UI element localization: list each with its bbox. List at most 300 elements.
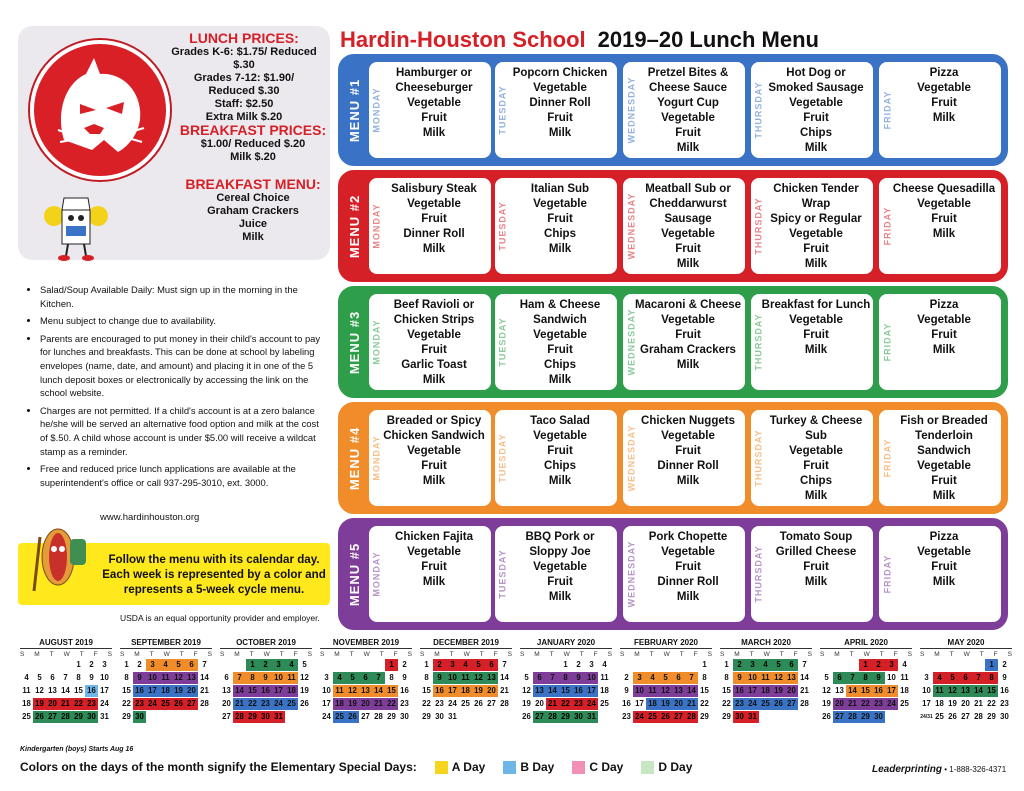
calendar-day: 24 bbox=[146, 698, 159, 710]
menu-items: Fish or Breaded Tenderloin Sandwich Vegetable Fruit Milk bbox=[900, 415, 988, 502]
calendar-day: 4 bbox=[159, 659, 172, 671]
calendar-week bbox=[220, 698, 312, 711]
calendar-day: 4 bbox=[333, 672, 346, 684]
weekday-letter: S bbox=[207, 651, 212, 658]
calendar-day: 15 bbox=[985, 685, 998, 697]
calendar-day: 12 bbox=[346, 685, 359, 697]
calendar-day: 3 bbox=[102, 660, 107, 669]
calendar-day: 8 bbox=[389, 673, 394, 682]
calendar-day: 1 bbox=[985, 659, 998, 671]
calendar-day bbox=[820, 659, 833, 671]
calendar-week bbox=[420, 659, 512, 672]
calendar-day: 29 bbox=[122, 712, 131, 721]
legend-label: C Day bbox=[589, 760, 624, 774]
menu-number: MENU #2 bbox=[347, 194, 363, 258]
menu-year-title: 2019–20 Lunch Menu bbox=[597, 27, 819, 52]
calendar-day bbox=[333, 659, 346, 671]
calendar-day: 21 bbox=[200, 686, 209, 695]
calendar-day: 22 bbox=[122, 699, 131, 708]
breakfast-menu-item: Juice bbox=[238, 218, 268, 230]
menu-items: Beef Ravioli or Chicken Strips Vegetable Fruit Garlic Toast Milk bbox=[393, 299, 475, 386]
calendar-day: 8 bbox=[559, 672, 572, 684]
calendar-day bbox=[885, 711, 898, 723]
calendar-day: 7 bbox=[685, 672, 698, 684]
calendar-day: 27 bbox=[533, 711, 546, 723]
month-title: SEPTEMBER 2019 bbox=[120, 638, 212, 649]
calendar-day: 3 bbox=[885, 659, 898, 671]
weekday-letter: S bbox=[20, 651, 25, 658]
menu-items: Italian Sub Vegetable Fruit Chips Milk bbox=[530, 183, 590, 255]
weekday-letter: F bbox=[293, 651, 298, 658]
calendar-day: 2 bbox=[624, 673, 629, 682]
calendar-day: 10 bbox=[100, 673, 109, 682]
calendar-day: 17 bbox=[585, 685, 598, 697]
calendar-day: 3 bbox=[924, 673, 929, 682]
month-calendar bbox=[520, 638, 612, 724]
calendar-day: 3 bbox=[633, 672, 646, 684]
calendar-day: 18 bbox=[759, 685, 772, 697]
breakfast-menu-item: Cereal Choice bbox=[216, 192, 290, 204]
weekday-letter: F bbox=[693, 651, 698, 658]
weekday-letter: M bbox=[634, 651, 640, 658]
weekday-letter: W bbox=[363, 651, 370, 658]
note-item: • Salad/Soup Available Daily: Must sign up in the morning in the Kitchen. bbox=[40, 283, 328, 310]
calendar-day: 8 bbox=[724, 673, 729, 682]
menu-items: Cheese Quesadilla Vegetable Fruit Milk bbox=[892, 183, 996, 240]
lunch-price-line: Grades 7-12: $1.90/ Reduced $.30 bbox=[193, 72, 295, 97]
calendar-day: 26 bbox=[33, 711, 46, 723]
weekday-letter: S bbox=[707, 651, 712, 658]
weekday-letter: S bbox=[607, 651, 612, 658]
calendar-day: 2 bbox=[433, 659, 446, 671]
day-label: WEDNESDAY bbox=[626, 308, 636, 376]
calendar-week bbox=[120, 672, 212, 685]
calendar-week bbox=[320, 698, 412, 711]
weekday-letter: T bbox=[379, 651, 384, 658]
calendar-day: 18 bbox=[646, 698, 659, 710]
calendar-day bbox=[620, 659, 633, 671]
calendar-day: 6 bbox=[533, 672, 546, 684]
lunch-prices bbox=[170, 30, 318, 124]
weekday-letter: T bbox=[479, 651, 484, 658]
calendar-day: 14 bbox=[500, 673, 509, 682]
calendar-week bbox=[420, 685, 512, 698]
calendar-week bbox=[420, 698, 512, 711]
calendar-day: 21 bbox=[846, 698, 859, 710]
calendar-week bbox=[820, 711, 912, 724]
calendar-day bbox=[685, 659, 698, 671]
calendar-day: 2 bbox=[259, 659, 272, 671]
calendar-day bbox=[459, 711, 472, 723]
calendar-day: 29 bbox=[559, 711, 572, 723]
calendar-day: 22 bbox=[72, 698, 85, 710]
weekday-letter: M bbox=[734, 651, 740, 658]
calendar-day: 2 bbox=[1002, 660, 1007, 669]
calendar-day: 12 bbox=[659, 685, 672, 697]
calendar-day: 23 bbox=[733, 698, 746, 710]
calendar-day: 21 bbox=[233, 698, 246, 710]
calendar-day: 29 bbox=[987, 712, 996, 721]
calendar-day: 8 bbox=[424, 673, 429, 682]
calendar-day: 19 bbox=[346, 698, 359, 710]
calendar-day: 12 bbox=[522, 686, 531, 695]
calendar-day: 28 bbox=[546, 711, 559, 723]
calendar-day: 13 bbox=[222, 686, 231, 695]
weekday-header bbox=[320, 651, 412, 658]
weekday-letter: T bbox=[849, 651, 854, 658]
calendar-day bbox=[846, 659, 859, 671]
school-name: Hardin-Houston School bbox=[340, 27, 586, 52]
weekday-letter: F bbox=[93, 651, 98, 658]
website-link[interactable]: www.hardinhouston.org bbox=[100, 512, 200, 523]
calendar-day: 11 bbox=[933, 685, 946, 697]
calendar-day: 17 bbox=[146, 685, 159, 697]
calendar-day: 17 bbox=[446, 685, 459, 697]
calendar-day: 31 bbox=[448, 712, 457, 721]
calendar-day: 12 bbox=[35, 686, 44, 695]
legend-label: B Day bbox=[520, 760, 555, 774]
weekday-letter: T bbox=[649, 651, 654, 658]
calendar-day: 28 bbox=[233, 711, 246, 723]
legend-label: D Day bbox=[658, 760, 693, 774]
calendar-day: 25 bbox=[333, 711, 346, 723]
calendar-week bbox=[120, 659, 212, 672]
calendar-day: 13 bbox=[835, 686, 844, 695]
calendar-day: 15 bbox=[74, 686, 83, 695]
calendar-day: 9 bbox=[733, 672, 746, 684]
weekday-letter: S bbox=[820, 651, 825, 658]
calendar-day: 10 bbox=[746, 672, 759, 684]
calendar-day: 16 bbox=[133, 685, 146, 697]
calendar-day: 22 bbox=[246, 698, 259, 710]
calendar-day: 10 bbox=[633, 685, 646, 697]
weekday-letter: S bbox=[620, 651, 625, 658]
calendar-day: 11 bbox=[600, 673, 609, 682]
weekday-letter: T bbox=[679, 651, 684, 658]
menu-items: Pretzel Bites & Cheese Sauce Yogurt Cup Vegetable Fruit Milk bbox=[647, 67, 729, 154]
calendar-day: 19 bbox=[33, 698, 46, 710]
calendar-day: 4 bbox=[759, 659, 772, 671]
menu-cell bbox=[493, 292, 619, 392]
weekday-header bbox=[20, 651, 112, 658]
calendar-day: 30 bbox=[133, 711, 146, 723]
weekday-letter: S bbox=[907, 651, 912, 658]
menu-cell bbox=[877, 60, 1003, 160]
day-label: WEDNESDAY bbox=[626, 540, 636, 608]
menu-cell bbox=[493, 408, 619, 508]
legend-swatch-c bbox=[572, 761, 585, 774]
calendar-day: 5 bbox=[946, 672, 959, 684]
calendar-day bbox=[233, 659, 246, 671]
calendar-day: 7 bbox=[202, 660, 207, 669]
legend-intro: Colors on the days of the month signify the Elementary Special Days: bbox=[20, 760, 417, 774]
calendar-day: 14 bbox=[546, 685, 559, 697]
breakfast-menu-item: Graham Crackers bbox=[207, 205, 299, 217]
weekday-letter: T bbox=[449, 651, 454, 658]
calendar-week bbox=[120, 711, 212, 724]
calendar-day: 10 bbox=[146, 672, 159, 684]
calendar-day: 6 bbox=[833, 672, 846, 684]
calendar-day: 20 bbox=[46, 698, 59, 710]
calendar-day bbox=[146, 711, 159, 723]
menu-row bbox=[338, 286, 1008, 398]
calendar-day: 19 bbox=[300, 686, 309, 695]
day-label: THURSDAY bbox=[754, 313, 764, 371]
day-label: FRIDAY bbox=[882, 90, 892, 130]
calendar-day: 25 bbox=[461, 699, 470, 708]
weekday-letter: F bbox=[193, 651, 198, 658]
month-title: APRIL 2020 bbox=[820, 638, 912, 649]
day-label: THURSDAY bbox=[754, 81, 764, 139]
calendar-day: 13 bbox=[959, 685, 972, 697]
weekday-header bbox=[520, 651, 612, 658]
menu-cell bbox=[749, 176, 875, 276]
calendar-week bbox=[720, 672, 812, 685]
calendar-day: 14 bbox=[233, 685, 246, 697]
weekday-letter: W bbox=[863, 651, 870, 658]
day-label: MONDAY bbox=[372, 203, 382, 249]
weekday-letter: T bbox=[579, 651, 584, 658]
day-label: WEDNESDAY bbox=[626, 192, 636, 260]
menu-cell bbox=[877, 408, 1003, 508]
calendar-day: 9 bbox=[624, 686, 629, 695]
follow-menu-text: Follow the menu with its calendar day. Each week is represented by a color and represents a 5-week cycle menu. bbox=[102, 553, 326, 596]
calendar-day: 14 bbox=[61, 686, 70, 695]
calendar-day: 1 bbox=[859, 659, 872, 671]
menu-items: Meatball Sub or Cheddarwurst Sausage Vegetable Fruit Milk bbox=[645, 183, 731, 270]
calendar-day: 24 bbox=[885, 698, 898, 710]
calendar-week bbox=[820, 698, 912, 711]
calendar-day bbox=[633, 659, 646, 671]
calendar-day: 7 bbox=[546, 672, 559, 684]
day-label: FRIDAY bbox=[882, 438, 892, 478]
calendar-day: 2 bbox=[872, 659, 885, 671]
calendar-day bbox=[298, 711, 311, 723]
calendar-day: 25 bbox=[600, 699, 609, 708]
calendar-day: 9 bbox=[89, 673, 94, 682]
menu-items: Pizza Vegetable Fruit Milk bbox=[917, 299, 971, 356]
calendar-day: 7 bbox=[502, 660, 507, 669]
weekday-header bbox=[820, 651, 912, 658]
calendar-day: 29 bbox=[422, 712, 431, 721]
breakfast-price-line: Milk $.20 bbox=[230, 151, 276, 163]
calendar-day: 27 bbox=[961, 712, 970, 721]
calendar-week bbox=[220, 685, 312, 698]
weekday-letter: T bbox=[49, 651, 54, 658]
calendar-day: 18 bbox=[22, 699, 31, 708]
lunch-price-line: Staff: $2.50 bbox=[214, 98, 274, 110]
calendar-day: 18 bbox=[333, 698, 346, 710]
calendar-day bbox=[772, 711, 785, 723]
calendar-day: 8 bbox=[246, 672, 259, 684]
calendar-day: 26 bbox=[659, 711, 672, 723]
calendar-day: 15 bbox=[246, 685, 259, 697]
calendar-day: 25 bbox=[935, 712, 944, 721]
calendar-day: 26 bbox=[522, 712, 531, 721]
calendar-day: 3 bbox=[746, 659, 759, 671]
calendar-day: 17 bbox=[100, 686, 109, 695]
weekday-letter: M bbox=[234, 651, 240, 658]
calendar-day bbox=[485, 711, 498, 723]
menu-row-label bbox=[341, 521, 369, 627]
calendar-day: 10 bbox=[922, 686, 931, 695]
calendar-day: 31 bbox=[100, 712, 109, 721]
menu-items: Hot Dog or Smoked Sausage Vegetable Fruit Chips Milk bbox=[768, 67, 864, 154]
calendar-day: 23 bbox=[872, 698, 885, 710]
calendar-day bbox=[533, 659, 546, 671]
calendar-day: 2 bbox=[576, 660, 581, 669]
menu-cell bbox=[367, 524, 493, 624]
calendar-day: 28 bbox=[59, 711, 72, 723]
calendar-day bbox=[346, 659, 359, 671]
calendar-day: 9 bbox=[1002, 673, 1007, 682]
calendar-day: 13 bbox=[48, 686, 57, 695]
calendar-day: 17 bbox=[885, 685, 898, 697]
calendar-week bbox=[320, 685, 412, 698]
calendar-day bbox=[898, 711, 911, 723]
day-label: WEDNESDAY bbox=[626, 76, 636, 144]
calendar-day: 16 bbox=[572, 685, 585, 697]
calendar-day: 29 bbox=[72, 711, 85, 723]
calendar-day bbox=[472, 711, 485, 723]
menu-cell bbox=[877, 292, 1003, 392]
calendar-day: 20 bbox=[485, 685, 498, 697]
legend-swatch-b bbox=[503, 761, 516, 774]
calendar-day bbox=[659, 659, 672, 671]
weekday-letter: S bbox=[420, 651, 425, 658]
weekday-letter: T bbox=[349, 651, 354, 658]
menu-cell bbox=[877, 176, 1003, 276]
calendar-day: 11 bbox=[22, 686, 31, 695]
calendar-day: 5 bbox=[472, 659, 485, 671]
calendar-day: 5 bbox=[824, 673, 829, 682]
calendar-day: 15 bbox=[422, 686, 431, 695]
calendar-day: 4 bbox=[933, 672, 946, 684]
weekday-letter: M bbox=[34, 651, 40, 658]
calendar-day bbox=[372, 659, 385, 671]
calendar-week bbox=[920, 672, 1012, 685]
calendar-day bbox=[920, 659, 933, 671]
calendar-day: 18 bbox=[935, 699, 944, 708]
calendar-day: 22 bbox=[722, 699, 731, 708]
lunch-prices-heading: LUNCH PRICES: bbox=[189, 30, 299, 46]
calendar-day: 15 bbox=[722, 686, 731, 695]
month-calendar bbox=[20, 638, 112, 724]
calendar-day: 17 bbox=[635, 699, 644, 708]
month-title: MARCH 2020 bbox=[720, 638, 812, 649]
calendar-day bbox=[159, 711, 172, 723]
calendar-day: 25 bbox=[285, 698, 298, 710]
calendar-day: 23 bbox=[85, 698, 98, 710]
calendar-day bbox=[933, 659, 946, 671]
calendar-day: 5 bbox=[302, 660, 307, 669]
calendar-day: 11 bbox=[285, 672, 298, 684]
calendar-day: 19 bbox=[172, 685, 185, 697]
weekday-letter: M bbox=[134, 651, 140, 658]
calendar-day: 20 bbox=[833, 698, 846, 710]
weekday-header bbox=[220, 651, 312, 658]
calendar-day: 1 bbox=[76, 660, 81, 669]
calendar-week bbox=[620, 659, 712, 672]
calendar-day: 20 bbox=[672, 698, 685, 710]
calendar-day: 19 bbox=[659, 698, 672, 710]
calendar-day: 4 bbox=[459, 659, 472, 671]
lunch-price-line: Grades K-6: $1.75/ Reduced $.30 bbox=[171, 46, 317, 71]
calendar-day: 29 bbox=[859, 711, 872, 723]
calendar-day: 24 bbox=[746, 698, 759, 710]
calendar-week bbox=[20, 659, 112, 672]
breakfast-menu bbox=[178, 176, 328, 244]
follow-menu-callout bbox=[18, 543, 330, 605]
calendar-day: 29 bbox=[387, 712, 396, 721]
calendar-week bbox=[520, 698, 612, 711]
calendar-day: 21 bbox=[500, 686, 509, 695]
calendar-day: 26 bbox=[300, 699, 309, 708]
weekday-letter: T bbox=[979, 651, 984, 658]
menu-items: Taco Salad Vegetable Fruit Chips Milk bbox=[530, 415, 590, 487]
special-days-legend bbox=[20, 760, 692, 774]
calendar-day: 7 bbox=[63, 673, 68, 682]
weekday-letter: F bbox=[593, 651, 598, 658]
calendar-day: 18 bbox=[600, 686, 609, 695]
calendar-day: 6 bbox=[359, 672, 372, 684]
calendar-day: 13 bbox=[485, 672, 498, 684]
calendar-day: 28 bbox=[685, 711, 698, 723]
calendar-day: 23 bbox=[259, 698, 272, 710]
calendar-day: 22 bbox=[385, 698, 398, 710]
calendar-day: 8 bbox=[124, 673, 129, 682]
calendar-day bbox=[798, 711, 811, 723]
calendar-day: 21 bbox=[372, 698, 385, 710]
calendar-day: 11 bbox=[900, 673, 909, 682]
calendar-day: 17 bbox=[272, 685, 285, 697]
calendar-day: 12 bbox=[472, 672, 485, 684]
calendar-day: 15 bbox=[859, 685, 872, 697]
menu-cell bbox=[749, 524, 875, 624]
calendar-week bbox=[520, 672, 612, 685]
calendar-day: 12 bbox=[946, 685, 959, 697]
calendar-day: 26 bbox=[346, 711, 359, 723]
calendar-day: 13 bbox=[185, 672, 198, 684]
calendar-day: 10 bbox=[272, 672, 285, 684]
calendar-day: 22 bbox=[859, 698, 872, 710]
calendar-week bbox=[920, 659, 1012, 672]
calendar-day: 27 bbox=[185, 698, 198, 710]
menu-items: Hamburger or Cheeseburger Vegetable Fruit Milk bbox=[395, 67, 473, 139]
lunch-price-line: Extra Milk $.20 bbox=[205, 111, 283, 123]
weekday-letter: W bbox=[63, 651, 70, 658]
calendar-week bbox=[420, 672, 512, 685]
breakfast-price-line: $1.00/ Reduced $.20 bbox=[200, 138, 306, 150]
note-item: • Menu subject to change due to availability. bbox=[40, 314, 328, 328]
menu-items: Chicken Fajita Vegetable Fruit Milk bbox=[395, 531, 473, 588]
month-calendar bbox=[620, 638, 712, 724]
month-calendar bbox=[420, 638, 512, 724]
menu-row bbox=[338, 170, 1008, 282]
calendar-day: 9 bbox=[402, 673, 407, 682]
calendar-day: 15 bbox=[385, 685, 398, 697]
calendar-day: 11 bbox=[459, 672, 472, 684]
menu-cell bbox=[621, 408, 747, 508]
calendar-day: 11 bbox=[646, 685, 659, 697]
weekday-letter: S bbox=[507, 651, 512, 658]
calendar-week bbox=[820, 685, 912, 698]
weekday-letter: S bbox=[220, 651, 225, 658]
calendar-day: 20 bbox=[359, 698, 372, 710]
weekday-header bbox=[620, 651, 712, 658]
calendar-week bbox=[20, 672, 112, 685]
menu-cell bbox=[493, 60, 619, 160]
